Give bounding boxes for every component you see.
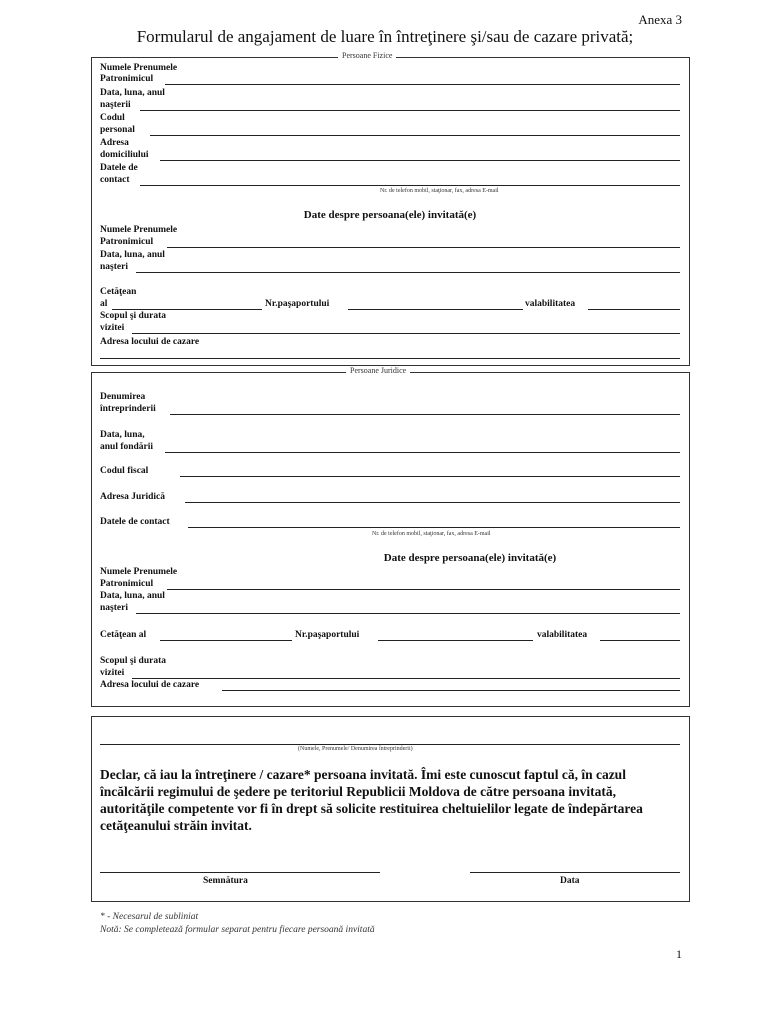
physical-invited-dob-field[interactable] <box>136 272 680 273</box>
legal-invited-name-field[interactable] <box>167 589 680 590</box>
physical-invited-passport-label: Nr.paşaportului <box>265 299 330 309</box>
physical-invited-validity-field[interactable] <box>588 309 680 310</box>
physical-invited-validity-label: valabilitatea <box>525 299 576 309</box>
page-number: 1 <box>676 947 682 961</box>
declaration-text: Declar, că iau la întreţinere / cazare* persoana invitată. Îmi este cunoscut faptul că, în cazul încălcării regimului de şedere pe teritoriul Republicii Moldova de către persoana invitată, autorităţile competente vor fi în drept să solicite restituirea cheltuielilor legate de îndepărtarea cetăţeanului străin invitat. <box>100 767 643 833</box>
physical-contact-label: Datele de <box>100 163 138 173</box>
physical-name-label: Numele Prenumele <box>100 63 178 73</box>
physical-code-label-2: personal <box>100 125 135 135</box>
physical-contact-label-2: contact <box>100 175 130 185</box>
legal-contact-note: Nr. de telefon mobil, staţionar, fax, adresa E-mail <box>372 531 491 537</box>
physical-invited-purpose-field[interactable] <box>132 333 680 334</box>
physical-address-field[interactable] <box>160 160 680 161</box>
legal-contact-label: Datele de contact <box>100 517 170 527</box>
legal-invited-patronymic-label: Patronimicul <box>100 579 154 589</box>
physical-dob-field[interactable] <box>140 110 680 111</box>
footnote-asterisk: * - Necesarul de subliniat <box>100 912 199 922</box>
legal-founded-label-2: anul fondării <box>100 442 154 452</box>
legal-company-label: Denumirea <box>100 392 146 402</box>
physical-invited-dob-label-2: naşteri <box>100 262 128 272</box>
legal-company-label-2: întreprinderii <box>100 404 156 414</box>
legal-invited-heading: Date despre persoana(ele) invitată(e) <box>383 552 557 564</box>
physical-invited-citizen-field[interactable] <box>112 309 262 310</box>
legal-persons-box <box>91 372 690 707</box>
physical-invited-patronymic-label: Patronimicul <box>100 237 154 247</box>
physical-invited-citizen-label-2: al <box>100 299 108 309</box>
physical-address-label-2: domiciliului <box>100 150 149 160</box>
legal-founded-field[interactable] <box>165 452 680 453</box>
legal-invited-passport-label: Nr.paşaportului <box>295 630 360 640</box>
physical-address-label: Adresa <box>100 138 129 148</box>
physical-invited-name-label: Numele Prenumele <box>100 225 178 235</box>
physical-name-field[interactable] <box>165 84 680 85</box>
legal-invited-dob-label-2: naşteri <box>100 603 128 613</box>
physical-invited-lodging-field[interactable] <box>100 358 680 359</box>
physical-invited-purpose-label-2: vizitei <box>100 323 125 333</box>
legal-invited-dob-label: Data, luna, anul <box>100 591 165 601</box>
legal-fiscal-field[interactable] <box>180 476 680 477</box>
legal-fiscal-label: Codul fiscal <box>100 466 149 476</box>
physical-invited-dob-label: Data, luna, anul <box>100 250 165 260</box>
physical-invited-passport-field[interactable] <box>348 309 523 310</box>
legal-company-field[interactable] <box>170 414 680 415</box>
physical-invited-purpose-label: Scopul şi durata <box>100 311 166 321</box>
physical-section-label: Persoane Fizice <box>338 51 396 60</box>
annex-label: Anexa 3 <box>638 12 682 27</box>
physical-patronymic-label: Patronimicul <box>100 74 154 84</box>
legal-invited-lodging-label: Adresa locului de cazare <box>100 680 200 690</box>
physical-dob-label: Data, luna, anul <box>100 88 165 98</box>
legal-address-label: Adresa Juridică <box>100 492 166 502</box>
physical-invited-name-field[interactable] <box>167 247 680 248</box>
form-title: Formularul de angajament de luare în întreţinere şi/sau de cazare privată; <box>136 27 634 46</box>
physical-invited-citizen-label: Cetăţean <box>100 287 137 297</box>
legal-invited-passport-field[interactable] <box>378 640 533 641</box>
legal-invited-lodging-field[interactable] <box>222 690 680 691</box>
legal-invited-name-label: Numele Prenumele <box>100 567 178 577</box>
legal-contact-field[interactable] <box>188 527 680 528</box>
legal-invited-citizen-field[interactable] <box>160 640 292 641</box>
signature-field[interactable] <box>100 872 380 873</box>
physical-code-field[interactable] <box>150 135 680 136</box>
declarant-name-note: (Numele, Prenumele/ Denumirea întreprinderii) <box>298 746 413 752</box>
legal-invited-validity-field[interactable] <box>600 640 680 641</box>
physical-invited-lodging-label: Adresa locului de cazare <box>100 337 200 347</box>
date-label: Data <box>560 876 580 886</box>
legal-invited-purpose-label: Scopul şi durata <box>100 656 166 666</box>
legal-invited-citizen-label: Cetăţean al <box>100 630 147 640</box>
legal-invited-dob-field[interactable] <box>136 613 680 614</box>
footnote-note: Notă: Se completează formular separat pentru fiecare persoană invitată <box>100 925 375 935</box>
physical-contact-field[interactable] <box>140 185 680 186</box>
legal-invited-purpose-label-2: vizitei <box>100 668 125 678</box>
physical-code-label: Codul <box>100 113 125 123</box>
legal-address-field[interactable] <box>185 502 680 503</box>
legal-section-label: Persoane Juridice <box>346 366 410 375</box>
signature-label: Semnătura <box>203 876 248 886</box>
declarant-name-field[interactable] <box>100 744 680 745</box>
date-field[interactable] <box>470 872 680 873</box>
physical-contact-note: Nr. de telefon mobil, staţionar, fax, adresa E-mail <box>380 188 499 194</box>
legal-invited-purpose-field[interactable] <box>132 678 680 679</box>
physical-invited-heading: Date despre persoana(ele) invitată(e) <box>303 209 477 221</box>
legal-invited-validity-label: valabilitatea <box>537 630 588 640</box>
physical-dob-label-2: naşterii <box>100 100 131 110</box>
legal-founded-label: Data, luna, <box>100 430 145 440</box>
